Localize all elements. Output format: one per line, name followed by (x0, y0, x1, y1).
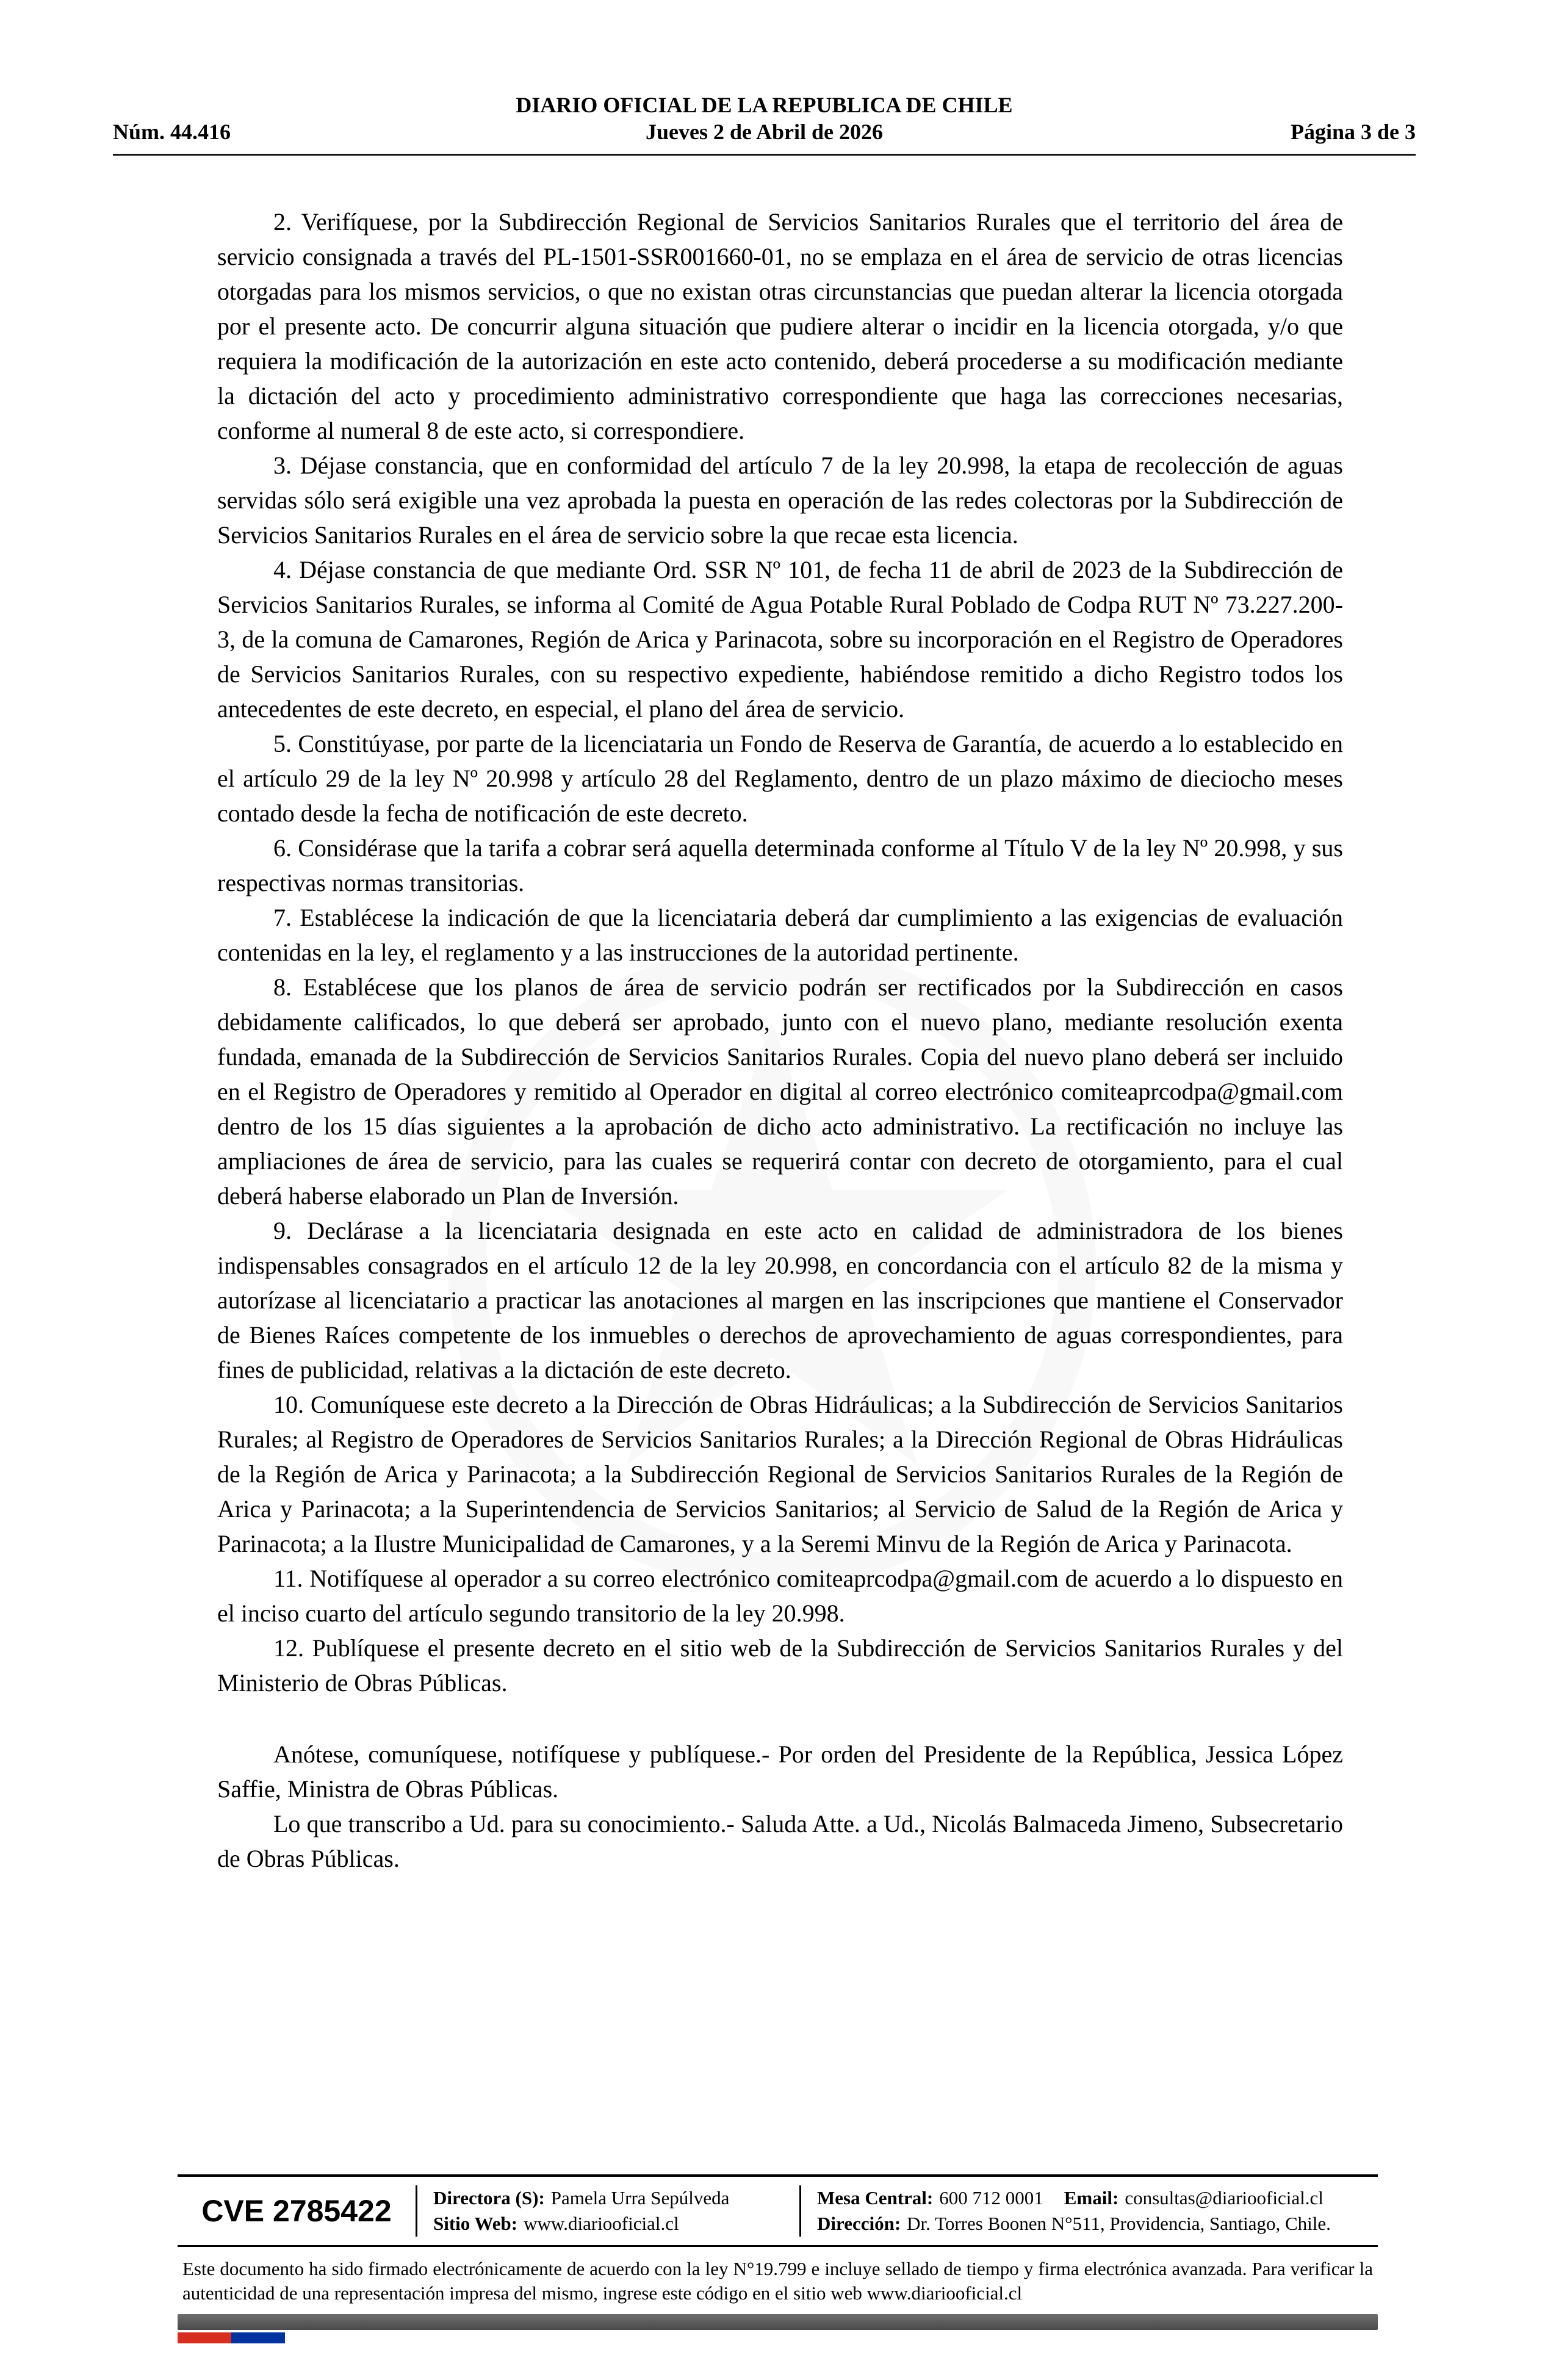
flag-strip (178, 2332, 1378, 2343)
paragraph: Lo que transcribo a Ud. para su conocimiento.- Saluda Atte. a Ud., Nicolás Balmaceda Jimeno, Subsecretario de Obras Públicas. (217, 1810, 1343, 1872)
masthead-title: DIARIO OFICIAL DE LA REPUBLICA DE CHILE (516, 93, 1013, 117)
electronic-signature-bar (178, 2314, 1378, 2330)
cve-box (178, 2174, 1378, 2247)
address-value: Dr. Torres Boonen N°511, Providencia, Santiago, Chile. (907, 2213, 1331, 2234)
paragraph: 4. Déjase constancia de que mediante Ord. SSR Nº 101, de fecha 11 de abril de 2023 de la Subdirección de Servicios Sanitarios Rurales, se informa al Comité de Agua Potable Rural Poblado de Codpa RUT Nº 73.227.200-3, de la comuna de Camarones, Región de Arica y Parinacota, sobre su incorporación en el Registro de Operadores de Servicios Sanitarios Rurales, con su respectivo expediente, habiéndose remitido a dicho Registro todos los antecedentes de este decreto, en especial, el plano del área de servicio. (217, 556, 1343, 723)
paragraph: 11. Notifíquese al operador a su correo electrónico comiteaprcodpa@gmail.com de acuerdo a lo dispuesto en el inciso cuarto del artículo segundo transitorio de la ley 20.998. (217, 1565, 1343, 1627)
issue-date: Jueves 2 de Abril de 2026 (645, 120, 884, 144)
document-body (217, 204, 1343, 1876)
footer-contact-right (799, 2185, 1378, 2237)
footer-contact-left (416, 2185, 799, 2237)
page-indicator: Página 3 de 3 (1290, 120, 1416, 144)
address-label: Dirección: (817, 2213, 901, 2234)
phone-label: Mesa Central: (817, 2187, 934, 2209)
paragraph: 6. Considérase que la tarifa a cobrar será aquella determinada conforme al Título V de la ley Nº 20.998, y sus respectivas normas transitorias. (217, 834, 1343, 896)
paragraph: 12. Publíquese el presente decreto en el sitio web de la Subdirección de Servicios Sanitarios Rurales y del Ministerio de Obras Públicas. (217, 1634, 1343, 1697)
email-value: consultas@diariooficial.cl (1125, 2187, 1324, 2209)
website-value: www.diariooficial.cl (524, 2213, 679, 2234)
paragraph: 2. Verifíquese, por la Subdirección Regional de Servicios Sanitarios Rurales que el territorio del área de servicio consignada a través del PL-1501-SSR001660-01, no se emplaza en el área de servicio de otras licencias otorgadas para los mismos servicios, o que no existan otras circunstancias que puedan alterar la licencia otorgada por el presente acto. De concurrir alguna situación que pudiere alterar o incidir en la licencia otorgada, y/o que requiera la modificación de la autorización en este acto contenido, deberá procederse a su modificación mediante la dictación del acto y procedimiento administrativo correspondiente que haga las correcciones necesarias, conforme al numeral 8 de este acto, si correspondiere. (217, 208, 1343, 444)
website-label: Sitio Web: (433, 2213, 518, 2234)
email-label: Email: (1064, 2187, 1119, 2209)
paragraph: 5. Constitúyase, por parte de la licenciataria un Fondo de Reserva de Garantía, de acuerdo a lo establecido en el artículo 29 de la ley Nº 20.998 y artículo 28 del Reglamento, dentro de un plazo máximo de dieciocho meses contado desde la fecha de notificación de este decreto. (217, 730, 1343, 827)
phone-value: 600 712 0001 (939, 2187, 1043, 2209)
header-divider (113, 154, 1416, 156)
cve-code: CVE 2785422 (201, 2194, 392, 2228)
director-label: Directora (S): (433, 2187, 545, 2209)
legal-notice: Este documento ha sido firmado electrónicamente de acuerdo con la ley N°19.799 e incluye sellado de tiempo y firma electrónica avanzada. Para verificar la autenticidad de una representación impresa del mismo, ingrese este código en el sitio web www.diariooficial.cl (182, 2258, 1373, 2304)
paragraph: Anótese, comuníquese, notifíquese y publíquese.- Por orden del Presidente de la República, Jessica López Saffie, Ministra de Obras Públicas. (217, 1740, 1343, 1803)
page-header (113, 92, 1416, 145)
paragraph: 10. Comuníquese este decreto a la Dirección de Obras Hidráulicas; a la Subdirección de Servicios Sanitarios Rurales; al Registro de Operadores de Servicios Sanitarios Rurales; a la Dirección Regional de Obras Hidráulicas de la Región de Arica y Parinacota; a la Subdirección Regional de Servicios Sanitarios Rurales de la Región de Arica y Parinacota; a la Superintendencia de Servicios Sanitarios; al Servicio de Salud de la Región de Arica y Parinacota; a la Ilustre Municipalidad de Camarones, y a la Seremi Minvu de la Región de Arica y Parinacota. (217, 1391, 1343, 1557)
flag-red-segment (178, 2332, 231, 2343)
page-footer (178, 2174, 1378, 2343)
paragraph: 8. Establécese que los planos de área de servicio podrán ser rectificados por la Subdirección en casos debidamente calificados, lo que deberá ser aprobado, junto con el nuevo plano, mediante resolución exenta fundada, emanada de la Subdirección de Servicios Sanitarios Rurales. Copia del nuevo plano deberá ser incluido en el Registro de Operadores y remitido al Operador en digital al correo electrónico comiteaprcodpa@gmail.com dentro de los 15 días siguientes a la aprobación de dicho acto administrativo. La rectificación no incluye las ampliaciones de área de servicio, para las cuales se requerirá contar con decreto de otorgamiento, para el cual deberá haberse elaborado un Plan de Inversión. (217, 973, 1343, 1210)
flag-blue-segment (231, 2332, 285, 2343)
director-value: Pamela Urra Sepúlveda (550, 2187, 730, 2209)
paragraph: 9. Declárase a la licenciataria designada en este acto en calidad de administradora de los bienes indispensables consagrados en el artículo 12 de la ley 20.998, en concordancia con el artículo 82 de la misma y autorízase al licenciatario a practicar las anotaciones al margen en las inscripciones que mantiene el Conservador de Bienes Raíces competente de los inmuebles o derechos de aprovechamiento de aguas correspondientes, para fines de publicidad, relativas a la dictación de este decreto. (217, 1217, 1343, 1383)
issue-number: Núm. 44.416 (113, 120, 231, 144)
paragraph: 3. Déjase constancia, que en conformidad del artículo 7 de la ley 20.998, la etapa de recolección de aguas servidas sólo será exigible una vez aprobada la puesta en operación de las redes colectoras por la Subdirección de Servicios Sanitarios Rurales en el área de servicio sobre la que recae esta licencia. (217, 452, 1343, 549)
paragraph: 7. Establécese la indicación de que la licenciataria deberá dar cumplimiento a las exigencias de evaluación contenidas en la ley, el reglamento y a las instrucciones de la autoridad pertinente. (217, 904, 1343, 966)
